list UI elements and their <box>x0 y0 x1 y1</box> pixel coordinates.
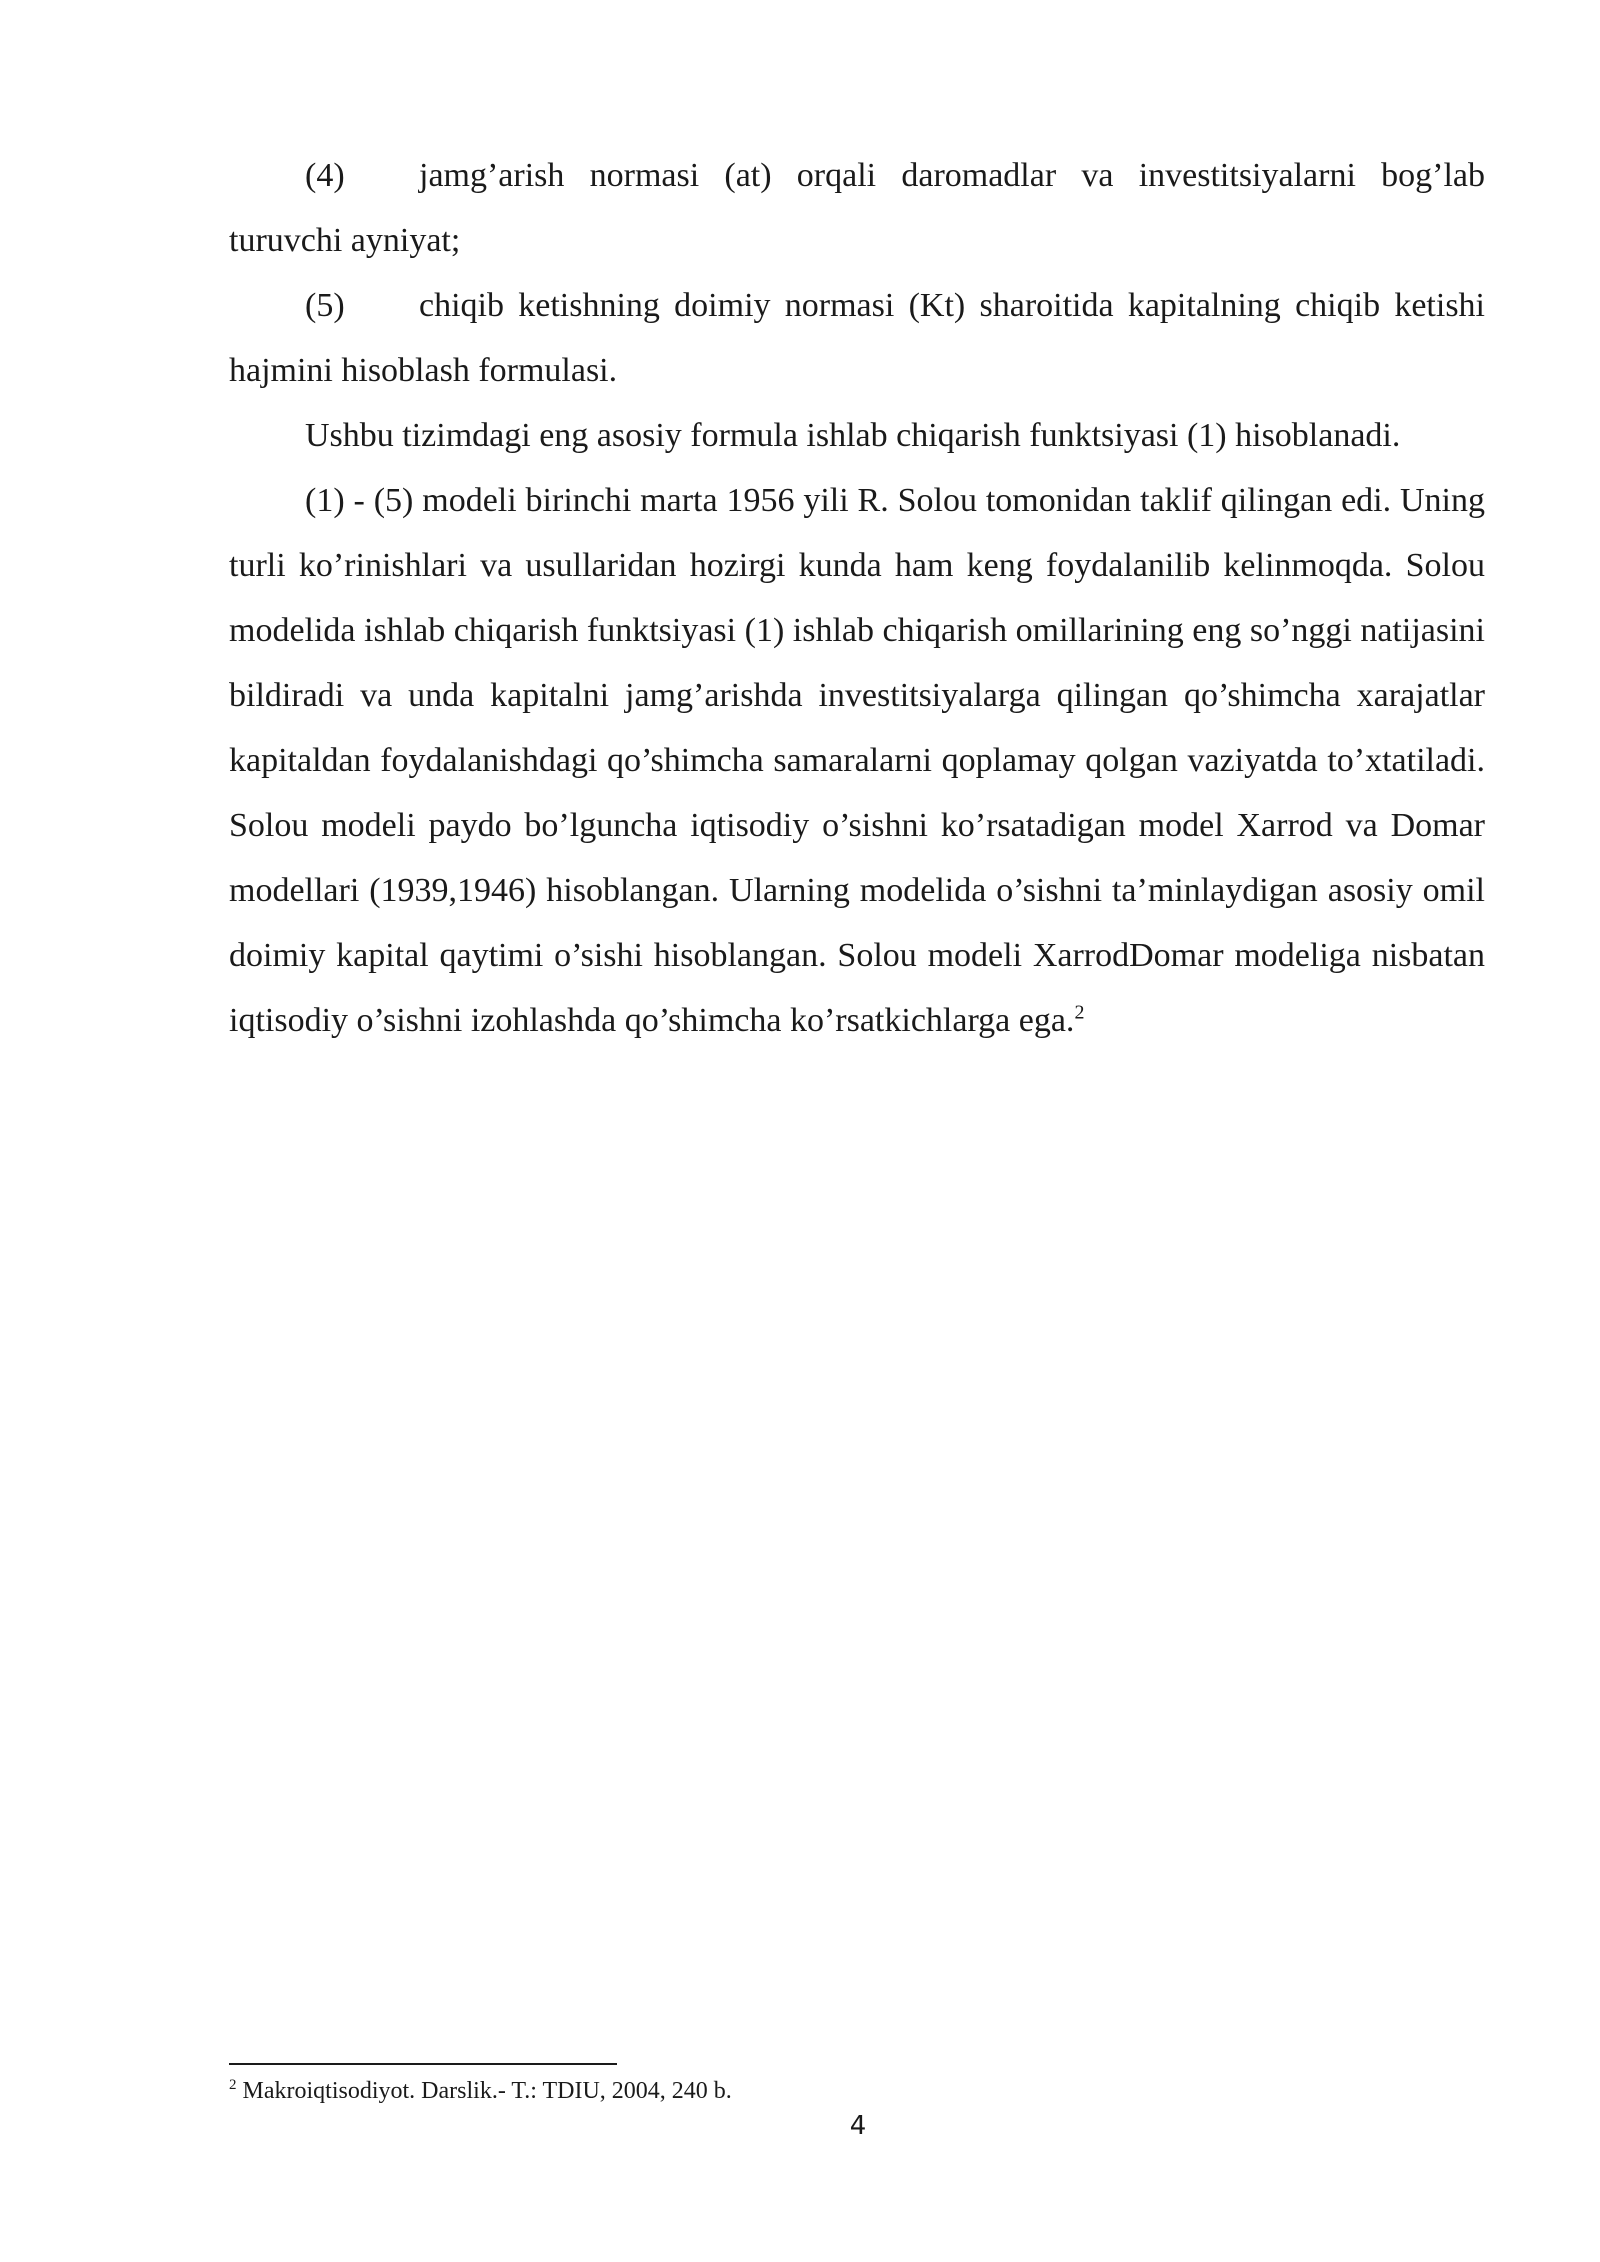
list-number: (4) <box>305 157 345 194</box>
list-number: (5) <box>305 287 345 324</box>
paragraph-solow-model <box>229 468 1485 1053</box>
footnote-text: Makroiqtisodiyot. Darslik.- T.: TDIU, 2004, 240 b. <box>242 2078 732 2104</box>
footnote-reference[interactable]: 2 <box>1074 1001 1085 1024</box>
footnote <box>229 2076 732 2106</box>
paragraph: Ushbu tizimdagi eng asosiy formula ishlab chiqarish funktsiyasi (1) hisoblanadi. <box>305 417 1401 454</box>
list-item-4 <box>229 143 1485 273</box>
list-item-text: jamg’arish normasi (at) orqali daromadlar va investitsiyalarni bog’lab turuvchi ayniyat; <box>229 157 1485 259</box>
footnote-marker: 2 <box>229 2077 237 2093</box>
paragraph-text: (1) - (5) modeli birinchi marta 1956 yili R. Solou tomonidan taklif qilingan edi. Uning turli ko’rinishlari va usullaridan hozirgi kunda ham keng foydalanilib kelinmoqda. Solou modelida ishlab chiqarish funktsiyasi (1) ishlab chiqarish omillarining eng so’nggi natijasini bildiradi va unda kapitalni jamg’arishda investitsiyalarga qilingan qo’shimcha xarajatlar kapitaldan foydalanishdagi qo’shimcha samaralarni qoplamay qolgan vaziyatda to’xtatiladi. Solou modeli paydo bo’lguncha iqtisodiy o’sishni ko’rsatadigan model Xarrod va Domar modellari (1939,1946) hisoblangan. Ularning modelida o’sishni ta’minlaydigan asosiy omil doimiy kapital qaytimi o’sishi hisoblangan. Solou modeli XarrodDomar modeliga nisbatan iqtisodiy o’sishni izohlashda qo’shimcha ko’rsatkichlarga ega. <box>229 482 1485 1039</box>
footnote-separator <box>229 2063 617 2065</box>
body-text <box>229 143 1485 1053</box>
list-item-text: chiqib ketishning doimiy normasi (Kt) sharoitida kapitalning chiqib ketishi hajmini hisoblash formulasi. <box>229 287 1485 389</box>
page-number: 4 <box>849 2111 867 2141</box>
list-item-5 <box>229 273 1485 403</box>
